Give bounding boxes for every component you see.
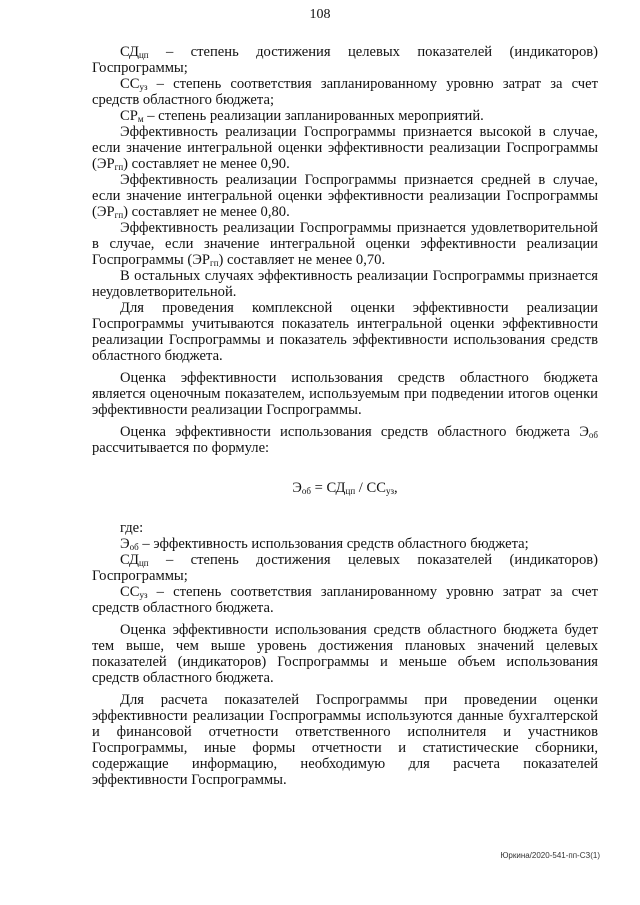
definition-sdcp: $СД_{цп}$ – степень достижения целевых показателей (индикаторов) Госпрограммы; <box>92 44 598 76</box>
definition-sdcp-2: $СД_{цп}$ – степень достижения целевых показателей (индикаторов) Госпрограммы; <box>92 552 598 584</box>
document-footer-code: Юркина/2020-541-пп-СЗ(1) <box>500 851 600 860</box>
paragraph-formula-intro: Оценка эффективности использования средств областного бюджета $Э_{об}$ рассчитывается по формуле: <box>92 424 598 456</box>
paragraph-budget-estimate: Оценка эффективности использования средств областного бюджета является оценочным показателем, используемым при подведении итогов оценки эффективности реализации Госпрограммы. <box>92 370 598 418</box>
where-label: где: <box>120 520 144 536</box>
formula: $Э_{об} = СД_{цп} / СС_{уз}$, <box>292 480 398 496</box>
paragraph-efficiency-satisfactory: Эффективность реализации Госпрограммы признается удовлетворительной в случае, если значение интегральной оценки эффективности реализации Госпрограммы $(ЭР_{гп})$ составляет не менее 0,70. <box>92 220 598 268</box>
paragraph-complex-assessment: Для проведения комплексной оценки эффективности реализации Госпрограммы учитываются показатель интегральной оценки эффективности реализации Госпрограммы и показатель эффективности использования средств областного бюджета. <box>92 300 598 364</box>
paragraph-efficiency-medium: Эффективность реализации Госпрограммы признается средней в случае, если значение интегральной оценки эффективности реализации Госпрограммы $(ЭР_{гп})$ составляет не менее 0,80. <box>92 172 598 220</box>
document-body <box>92 44 598 788</box>
definition-srm: $СР_м$ – степень реализации запланированных мероприятий. <box>120 108 484 124</box>
paragraph-efficiency-unsatisfactory: В остальных случаях эффективность реализации Госпрограммы признается неудовлетворительной. <box>92 268 598 300</box>
page-number: 108 <box>309 7 331 22</box>
paragraph-higher-estimate: Оценка эффективности использования средств областного бюджета будет тем выше, чем выше уровень достижения плановых значений целевых показателей (индикаторов) Госпрограммы и меньше объем использования средств областного бюджета. <box>92 622 598 686</box>
definition-ssuz: $СС_{уз}$ – степень соответствия запланированному уровню затрат за счет средств областного бюджета; <box>92 76 598 108</box>
paragraph-efficiency-high: Эффективность реализации Госпрограммы признается высокой в случае, если значение интегральной оценки эффективности реализации Госпрограммы $(ЭР_{гп})$ составляет не менее 0,90. <box>92 124 598 172</box>
definition-eob: $Э_{об}$ – эффективность использования средств областного бюджета; <box>120 536 529 552</box>
paragraph-calculation-sources: Для расчета показателей Госпрограммы при проведении оценки эффективности реализации Госпрограммы используются данные бухгалтерской и финансовой отчетности ответственного исполнителя и участников Госпрограммы, иные формы отчетности и статистические сборники, содержащие информацию, необходимую для расчета показателей эффективности Госпрограммы. <box>92 692 598 788</box>
definition-ssuz-2: $СС_{уз}$ – степень соответствия запланированному уровню затрат за счет средств областного бюджета. <box>92 584 598 616</box>
